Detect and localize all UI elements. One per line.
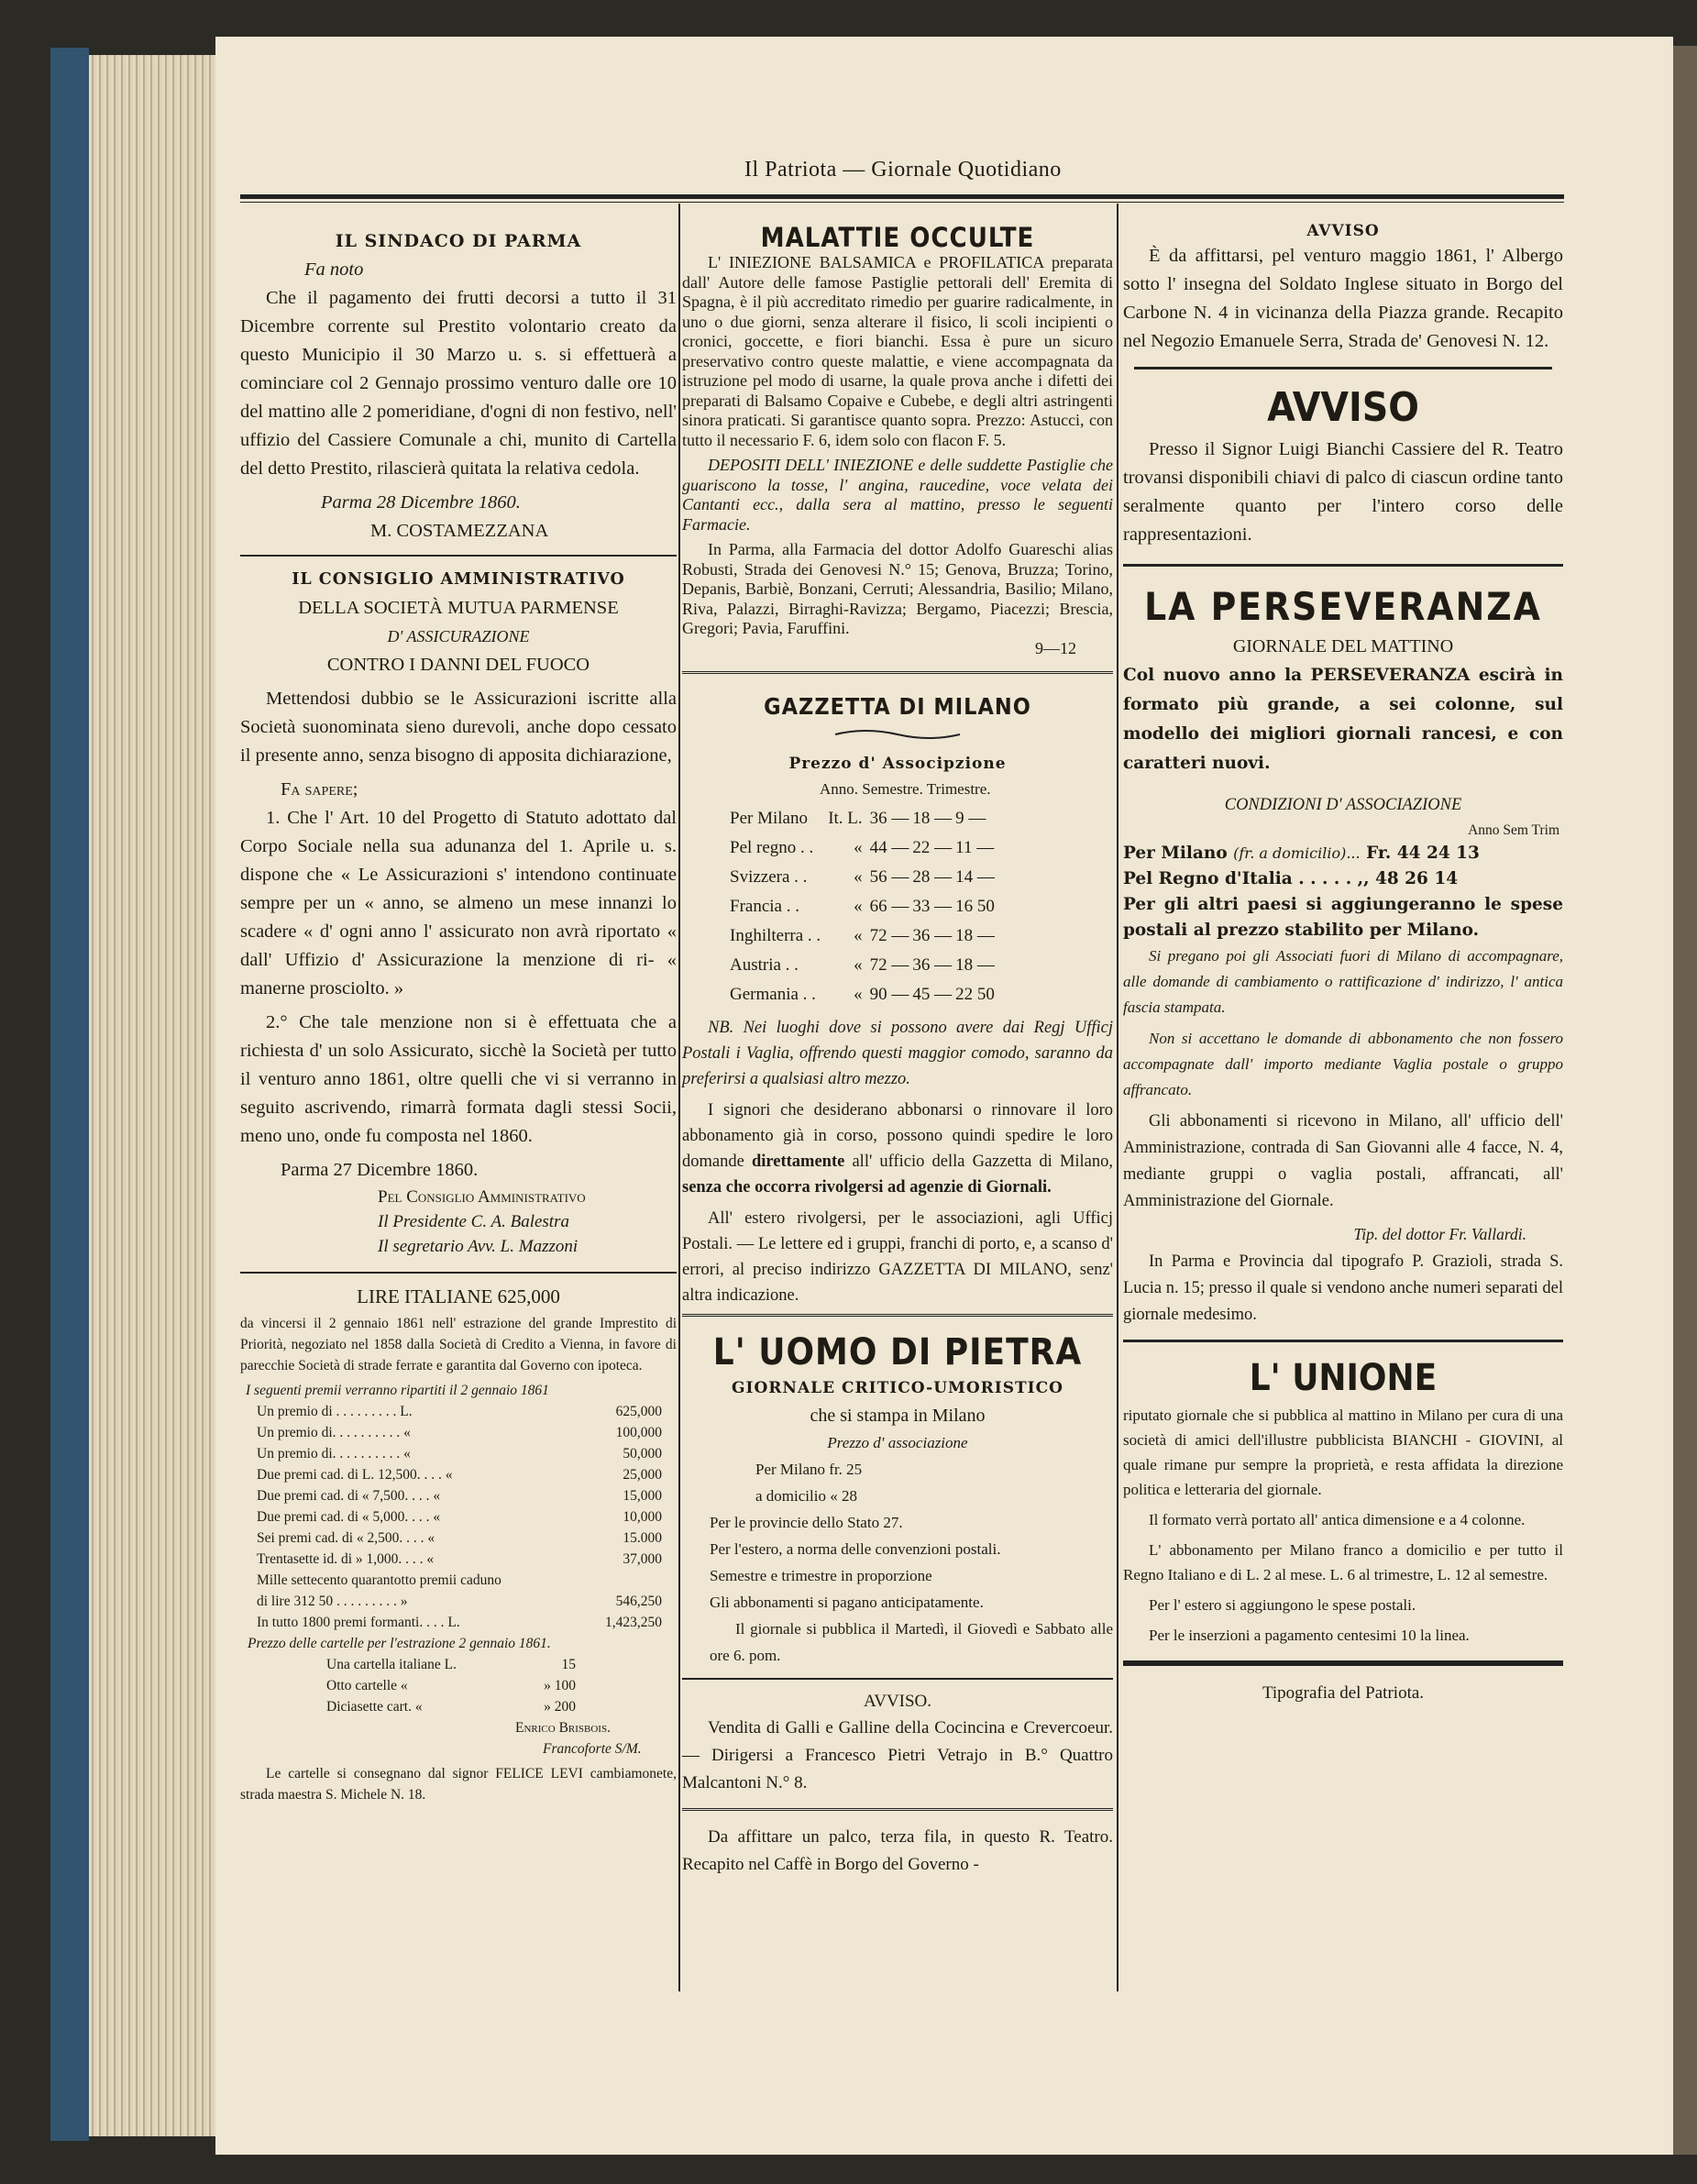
gazzetta-row-place: Austria . . [730,954,799,975]
gazzetta-row-semester: 33 — [912,896,953,916]
separator [240,1272,677,1274]
gazzetta-ad [682,689,1113,1308]
prize-row-value: 25,000 [623,1467,662,1483]
sindaco-notice [240,227,677,546]
prize-row-label: Un premio di . . . . . . . . . L. [257,1404,413,1419]
gazzetta-row-semester: 28 — [912,866,953,887]
lire-intro: da vincersi il 2 gennaio 1861 nell' estrazione del grande Imprestito di Priorità, negoziato nel 1858 dalla Società di Credito a Vienna, in favore di parecchie Società di strade ferrate e garantita dal Governo con ipoteca. [240,1316,677,1373]
consiglio-title: IL CONSIGLIO AMMINISTRATIVO [292,570,625,589]
avviso-teatro-body: Presso il Signor Luigi Bianchi Cassiere del R. Teatro trovansi disponibili chiavi di palco di ciascun ordine tanto seralmente quanto per l'intero corso delle rappresentazioni. [1123,439,1563,545]
separator [682,671,1113,676]
gazzetta-p2 [682,1098,1113,1200]
perseveranza-p1: Si pregano poi gli Associati fuori di Milano di accompagnare, alle domande di cambiamento o rattificazione d' indirizzo, l' antica fascia stampata. [1123,947,1563,1016]
gazzetta-row-annual: 72 — [869,925,909,945]
malattie-title: MALATTIE OCCULTE [760,222,1035,253]
separator [682,1808,1113,1813]
prize-row-value: 1,423,250 [605,1615,662,1630]
gazzetta-row-place: Francia . . [730,896,799,916]
unione-p2: Il formato verrà portato all' antica dimensione e a 4 colonne. [1149,1511,1526,1528]
perseveranza-tip: Tip. del dottor Fr. Vallardi. [1353,1225,1526,1243]
uomo-stampa: che si stampa in Milano [810,1405,986,1426]
column-divider-1 [678,204,680,1991]
unione-p4: Per l' estero si aggiungono le spese postali. [1149,1596,1416,1614]
avviso-albergo [1123,220,1563,356]
prize-row [253,1485,666,1506]
prize-row-label: Sei premi cad. di « 2,500. . . . « [257,1530,435,1546]
sindaco-fa-noto: Fa noto [304,259,364,280]
uomo-line6: Gli abbonamenti si pagano anticipatamente. [710,1593,984,1611]
gazzetta-row-quarter: 14 — [955,866,995,887]
consiglio-sig1: Pel Consiglio Amministrativo [378,1187,586,1207]
prize-row-value: 37,000 [623,1551,662,1567]
gazzetta-nb-text: NB. Nei luoghi dove si possono avere dai Regj Ufficj Postali i Vaglia, offrendo questi maggior comodo, saranno da preferirsi a qualsiasi altro mezzo. [682,1018,1113,1088]
gazzetta-row-semester: 36 — [912,954,953,975]
gazzetta-row-annual: 36 — [869,808,909,828]
prize-row-value: 50,000 [623,1446,662,1462]
unione-ad [1123,1353,1563,1648]
book-spine [50,48,89,2141]
running-head: Il Patriota — Giornale Quotidiano [744,158,1062,182]
prize-row-label: Due premi cad. di L. 12,500. . . . « [257,1467,453,1483]
gazzetta-row-cur: « [854,954,863,975]
perseveranza-ad [1123,581,1563,1329]
unione-title: L' UNIONE [1249,1357,1438,1399]
gazzetta-row [726,833,998,863]
gazzetta-row-place: Germania . . [730,984,816,1004]
gazzetta-row-semester: 22 — [912,837,953,857]
separator [1123,1660,1563,1668]
prize-row-value [582,1570,666,1591]
consiglio-fa-sapere: Fa sapere; [281,779,358,800]
consiglio-sub1: DELLA SOCIETÀ MUTUA PARMENSE [298,598,619,618]
gazzetta-row-annual: 66 — [869,896,909,916]
perseveranza-bold: Col nuovo anno la PERSEVERANZA escirà in formato più grande, a sei colonne, sul modello dei migliori giornali rancesi, e con caratteri nuovi. [1123,666,1563,773]
gazzetta-prezzo: Prezzo d' Associpzione [788,755,1007,773]
unione-p5: Per le inserzioni a pagamento centesimi 10 la linea. [1149,1627,1470,1644]
gazzetta-row-quarter: 9 — [955,808,986,828]
column-1 [240,204,677,1991]
price-row-value: » 100 [544,1678,576,1693]
gazzetta-row-annual: 90 — [869,984,909,1004]
malattie-p2: DEPOSITI DELL' INIEZIONE e delle suddette Pastiglie che guariscono la tosse, l' angina, raucedine, voce velata dei Cantanti ecc., dalla sera al mattino, presso le seguenti Farmacie. [682,456,1113,534]
consiglio-point-1: 1. Che l' Art. 10 del Progetto di Statuto adottato dal Corpo Sociale nella sua adunanza del 1. Aprile u. s. dispone che « Le Assicurazioni s' intendono continuate sempre per un « anno, se almeno un mese innanzi lo scadere « d' ogni anno l' assicurato non avrà riportato « dall' Uffizio d' Assicurazione la menzione di ri- « manerne prosciolto. » [240,808,677,998]
gazzetta-row-cur: « [854,837,863,857]
gazzetta-row-place: Svizzera . . [730,866,808,887]
gazzetta-p3: All' estero rivolgersi, per le associazioni, agli Ufficj Postali. — Le lettere ed i gruppi, franchi di porto, e, a scanso d' errori, al preciso indirizzo GAZZETTA DI MILANO, senz' altra indicazione. [682,1208,1113,1305]
lire-italiane-ad [240,1283,677,1805]
gazzetta-row-quarter: 11 — [955,837,995,857]
sindaco-date: Parma 28 Dicembre 1860. [321,492,521,513]
gazzetta-row-quarter: 18 — [955,925,995,945]
avviso-albergo-title: AVVISO [1306,222,1380,240]
uomo-line3: Per le provincie dello Stato 27. [710,1513,903,1531]
avviso-galli-ad [682,1689,1113,1797]
column-2 [682,204,1113,1991]
price-row [323,1675,579,1696]
column-divider-2 [1117,204,1118,1991]
perseveranza-row3: Per gli altri paesi si aggiungeranno le spese postali al prezzo stabilito per Milano. [1123,895,1563,940]
malattie-number: 9—12 [1035,638,1076,657]
gazzetta-row-cur: It. L. [828,808,863,828]
gazzetta-row-semester: 36 — [912,925,953,945]
uomo-line2: a domicilio « 28 [755,1486,857,1505]
consiglio-intro: Mettendosi dubbio se le Assicurazioni iscritte alla Società suonominata sieno durevoli, anche dopo cessato il presente anno, senza bisogno di apposita dichiarazione, [240,689,677,766]
gazzetta-row-annual: 44 — [869,837,909,857]
unione-p3: L' abbonamento per Milano franco a domicilio e per tutto il Regno Italiano e di L. 2 al mese. L. 6 al trimestre, L. 12 al semestre. [1123,1541,1563,1583]
perseveranza-row1-vals: Fr. 44 24 13 [1366,844,1480,863]
perseveranza-title: LA PERSEVERANZA [1144,584,1542,629]
perseveranza-head: Anno Sem Trim [1468,822,1559,838]
prize-row-value: 15.000 [623,1530,662,1546]
perseveranza-row2-vals: 48 26 14 [1374,869,1459,888]
avviso-albergo-body: È da affittarsi, pel venturo maggio 1861, l' Albergo sotto l' insegna del Soldato Inglese situato in Borgo del Carbone N. 4 in vicinanza della Piazza grande. Recapito nel Negozio Emanuele Serra, Strada de' Genovesi N. 12. [1123,246,1563,351]
gazzetta-p2a: I signori che desiderano abbonarsi o rinnovare il loro abbonamento già in corso, possono quindi spedire le loro domande [682,1100,1113,1171]
right-page-edge [1673,46,1697,2155]
price-row-value: » 200 [544,1699,576,1715]
prize-row-label: In tutto 1800 premi formanti. . . . L. [257,1615,460,1630]
separator [1123,1340,1563,1342]
gazzetta-row [726,921,998,951]
ornament-flourish [833,727,962,742]
avviso-galli-title: AVVISO. [863,1691,932,1711]
sindaco-body: Che il pagamento dei frutti decorsi a tutto il 31 Dicembre corrente sul Prestito volontario creato da questo Municipio il 30 Marzo u. s. si effettuerà a cominciare col 2 Gennajo prossimo venturo dalle ore 10 del mattino alle 2 pomeridiane, d'ogni di non festivo, nell' uffizio del Cassiere Comunale a chi, munito di Cartella del detto Prestito, rilascierà quitata la relativa cedola. [240,288,677,479]
price-row-label: Otto cartelle « [326,1678,408,1693]
perseveranza-p2: Non si accettano le domande di abbonamento che non fossero accompagnate dall' importo mediante Vaglia postale o gruppo affrancato. [1123,1030,1563,1098]
separator [682,1314,1113,1318]
perseveranza-row1-label: Per Milano [1123,844,1228,863]
lire-title: LIRE ITALIANE 625,000 [357,1285,560,1307]
prizes-table [253,1401,666,1633]
gazzetta-row-place: Per Milano [730,808,808,828]
uomo-line7: Il giornale si pubblica il Martedì, il Giovedì e Sabbato alle ore 6. pom. [710,1619,1113,1664]
prize-row [253,1464,666,1485]
consiglio-date: Parma 27 Dicembre 1860. [281,1160,479,1180]
gazzetta-row-semester: 45 — [912,984,953,1004]
column-3 [1123,204,1563,1991]
perseveranza-row1-note: (fr. a domicilio)... [1233,844,1361,862]
malattie-p3: In Parma, alla Farmacia del dottor Adolfo Guareschi alias Robusti, Strada dei Genovesi N.° 15; Genova, Bruzza; Torino, Depanis, Barbiè, Bonzani, Cerruti; Alessandria, Basilio; Milano, Riva, Palazzi, Birraghi-Ravizza; Bergamo, Piacezzi; Brescia, Gregori; Pavia, Faruffini. [682,540,1113,637]
consiglio-point-2: 2.° Che tale menzione non si è effettuata che a richiesta d' un solo Assicurato, sicchè la Società per tutto il venturo anno 1861, oltre quelli che vi si verranno in seguito ascrivendo, rimarrà formata dagli stessi Socii, meno uno, onde fu composta nel 1860. [240,1012,677,1146]
gazzetta-row [726,804,998,833]
consiglio-notice [240,566,677,1259]
prize-row [253,1528,666,1549]
gazzetta-p2c: all' ufficio della Gazzetta di Milano, [852,1152,1114,1171]
lire-subtitle: I seguenti premii verranno ripartiti il 2 gennaio 1861 [246,1383,549,1398]
prize-row-label: Due premi cad. di « 5,000. . . . « [257,1509,441,1525]
prize-row [253,1401,666,1422]
consiglio-sub3: CONTRO I DANNI DEL FUOCO [326,655,590,675]
gazzetta-row [726,863,998,892]
prize-row [253,1422,666,1443]
malattie-p1: L' INIEZIONE BALSAMICA e PROFILATICA preparata dall' Autore delle famose Pastiglie pettorali dell' Eremita di Spagna, è il più accreditato rimedio per guarire radicalmente, in uno o due giorni, senza alterare il fisico, li scoli incipienti o cronici, goccette, e fiori bianchi. Essa è pure un sicuro preservativo contro queste malattie, e viene accompagnata da istruzione pel modo di usarne, la quale prova anche i difetti dei preparati di Balsamo Copaive e Cubebe, e degli altri astringenti sinora praticati. Si garantisce quanto sopra. Prezzo: Astucci, con tutto il necessario F. 6, idem solo con flacon F. 5. [682,253,1113,449]
gazzetta-row-place: Inghilterra . . [730,925,821,945]
perseveranza-row2-label: Pel Regno d'Italia . . . . . ,, [1123,869,1370,888]
unione-p1: riputato giornale che si pubblica al mattino in Milano per cura di una società di amici dell'illustre pubblicista BIANCHI - GIOVINI, al quale rimane pur sempre la proprietà, e resta affidata la direzione politica e letteraria del giornale. [1123,1406,1563,1498]
gazzetta-row-annual: 56 — [869,866,909,887]
prize-row-label: Trentasette id. di » 1,000. . . . « [257,1551,435,1567]
perseveranza-p3: Gli abbonamenti si ricevono in Milano, all' ufficio dell' Amministrazione, contrada di San Giovanni alle 4 facce, N. 4, mediante gruppi o vaglia postali, affrancati, all' Amministrazione del Giornale. [1123,1112,1563,1210]
uomo-line1: Per Milano fr. 25 [755,1460,863,1478]
sindaco-title: IL SINDACO DI PARMA [335,231,582,251]
avviso-teatro [1123,381,1563,549]
perseveranza-conditions: CONDIZIONI D' ASSOCIAZIONE [1224,796,1462,814]
prize-row [253,1591,666,1612]
gazzetta-row-cur: « [854,866,863,887]
avviso-teatro-title: AVVISO [1267,384,1419,431]
prize-row-label: Mille settecento quarantotto premii caduno [257,1572,501,1588]
header-rule [240,194,1564,203]
consiglio-sig3: Il segretario Avv. L. Mazzoni [378,1237,579,1256]
uomo-di-pietra-ad [682,1329,1113,1669]
gazzetta-p2d: senza che occorra rivolgersi ad agenzie di Giornali. [682,1177,1052,1197]
price-row [323,1696,579,1717]
perseveranza-row2 [1123,866,1563,892]
perseveranza-p4: In Parma e Provincia dal tipografo P. Grazioli, strada S. Lucia n. 15; presso il quale si vendono anche numeri separati del giornale medesimo. [1123,1252,1563,1324]
gazzetta-row [726,951,998,980]
prize-row [253,1506,666,1528]
page-edges [89,55,215,2136]
prize-row [253,1549,666,1570]
avviso-galli-body: Vendita di Galli e Galline della Cocincina e Crevercoeur. — Dirigersi a Francesco Pietri Vetrajo in B.° Quattro Malcantoni N.° 8. [682,1717,1113,1792]
lire-place: Francoforte S/M. [543,1741,642,1757]
gazzetta-row [726,892,998,921]
gazzetta-nb [682,1015,1113,1092]
price-row-label: Diciasette cart. « [326,1699,423,1715]
gazzetta-row-cur: « [854,984,863,1004]
tipografia-footer: Tipografia del Patriota. [1262,1683,1425,1703]
price-row-label: Una cartella italiane L. [326,1657,457,1672]
uomo-title: L' UOMO DI PIETRA [712,1330,1083,1373]
gazzetta-row-place: Pel regno . . [730,837,814,857]
prize-row-label: Un premio di. . . . . . . . . . « [257,1425,411,1440]
prize-row [253,1612,666,1633]
prize-row-value: 100,000 [615,1425,662,1440]
prize-row-value: 625,000 [615,1404,662,1419]
uomo-subtitle: GIORNALE CRITICO-UMORISTICO [732,1378,1063,1397]
gazzetta-title: GAZZETTA DI MILANO [764,693,1031,720]
separator [1123,564,1563,567]
perseveranza-subtitle: GIORNALE DEL MATTINO [1232,636,1454,656]
gazzetta-row-cur: « [854,896,863,916]
prize-row [253,1443,666,1464]
gazzetta-row [726,980,998,1009]
gazzetta-p2b: direttamente [751,1152,845,1171]
gazzetta-row-quarter: 22 50 [955,984,995,1004]
gazzetta-row-cur: « [854,925,863,945]
uomo-line5: Semestre e trimestre in proporzione [710,1566,932,1584]
uomo-line4: Per l'estero, a norma delle convenzioni postali. [710,1539,1001,1558]
gazzetta-prices-table [726,804,998,1009]
prize-row-value: 10,000 [623,1509,662,1525]
consiglio-sig2: Il Presidente C. A. Balestra [378,1212,569,1231]
price-row-value: 15 [561,1657,576,1672]
prize-row-label: Due premi cad. di « 7,500. . . . « [257,1488,441,1504]
prize-row-value: 546,250 [615,1594,662,1609]
prize-row-value: 15,000 [623,1488,662,1504]
perseveranza-row1 [1123,841,1563,866]
malattie-ad [682,222,1113,658]
separator [682,1678,1113,1680]
consiglio-sub2: D' ASSICURAZIONE [387,627,530,645]
lire-prezzo: Prezzo delle cartelle per l'estrazione 2 gennaio 1861. [248,1636,551,1651]
prize-row [253,1570,666,1591]
lire-footer: Le cartelle si consegnano dal signor FELICE LEVI cambiamonete, strada maestra S. Michele N. 18. [240,1766,677,1803]
price-row [323,1654,579,1675]
prize-row-label: di lire 312 50 . . . . . . . . . » [257,1594,408,1609]
gazzetta-row-annual: 72 — [869,954,909,975]
separator [240,555,677,557]
price-table [323,1654,579,1717]
palco-notice: Da affittare un palco, terza fila, in questo R. Teatro. Recapito nel Caffè in Borgo del Governo - [682,1826,1113,1874]
lire-signature: Enrico Brisbois. [515,1720,611,1736]
separator [1134,367,1552,370]
gazzetta-table-header: Anno. Semestre. Trimestre. [820,779,991,798]
gazzetta-row-quarter: 18 — [955,954,995,975]
uomo-prezzo: Prezzo d' associazione [827,1433,968,1451]
prize-row-label: Un premio di. . . . . . . . . . « [257,1446,411,1462]
gazzetta-row-quarter: 16 50 [955,896,995,916]
gazzetta-row-semester: 18 — [912,808,953,828]
sindaco-signature: M. COSTAMEZZANA [370,521,549,541]
